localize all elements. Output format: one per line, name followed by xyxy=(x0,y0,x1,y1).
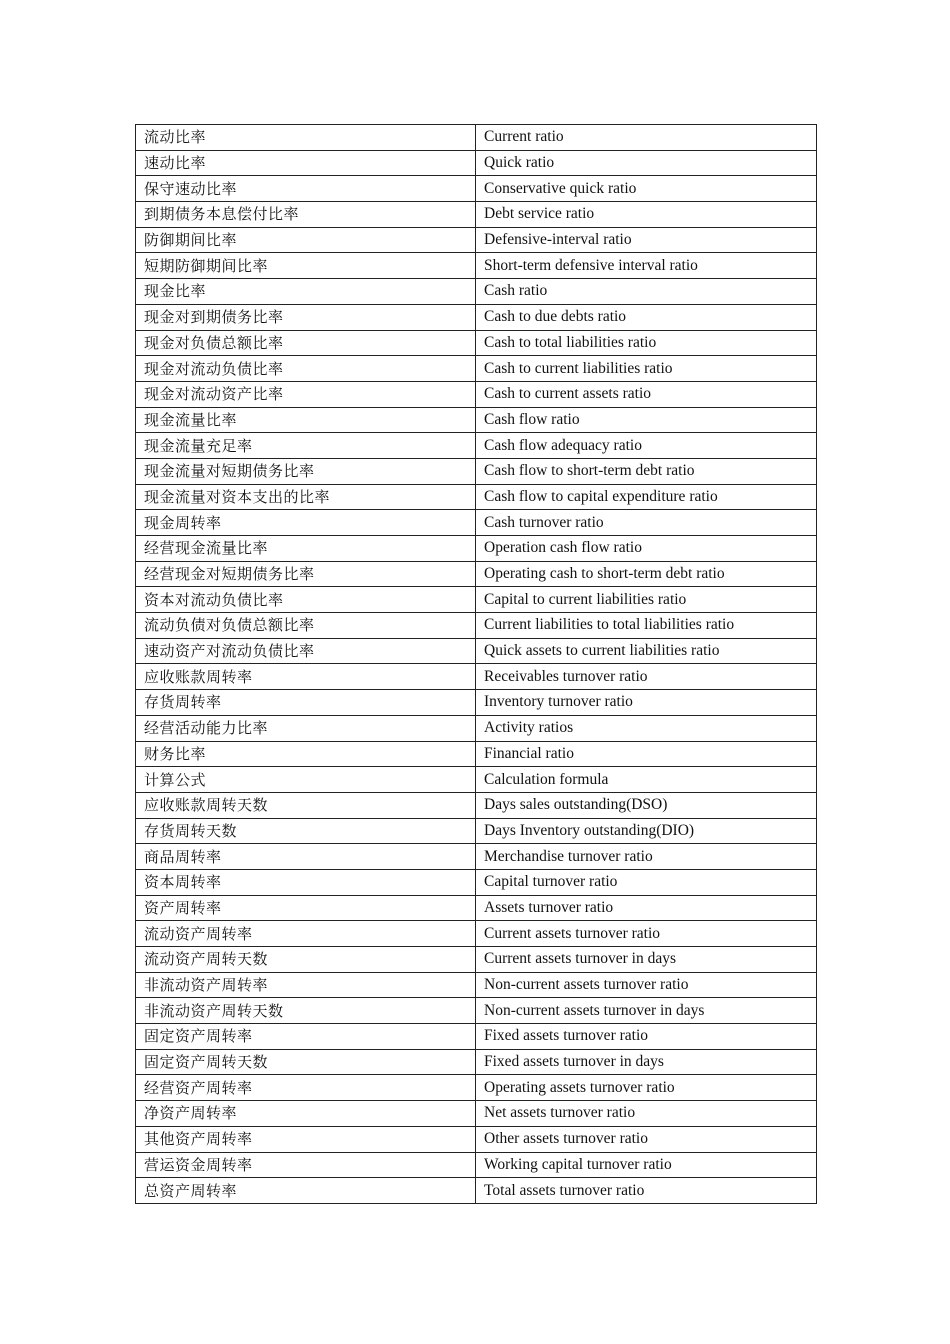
table-row xyxy=(136,330,817,356)
english-term-cell: Inventory turnover ratio xyxy=(476,690,817,716)
table-row xyxy=(136,998,817,1024)
english-term-cell: Working capital turnover ratio xyxy=(476,1152,817,1178)
table-row xyxy=(136,1152,817,1178)
table-row xyxy=(136,484,817,510)
chinese-term-cell: 应收账款周转天数 xyxy=(136,792,476,818)
english-term-cell: Financial ratio xyxy=(476,741,817,767)
english-term-cell: Quick ratio xyxy=(476,150,817,176)
chinese-term-cell: 速动比率 xyxy=(136,150,476,176)
table-row xyxy=(136,844,817,870)
english-term-cell: Cash flow to capital expenditure ratio xyxy=(476,484,817,510)
chinese-term-cell: 其他资产周转率 xyxy=(136,1126,476,1152)
table-row xyxy=(136,638,817,664)
table-row xyxy=(136,304,817,330)
chinese-term-cell: 现金流量对资本支出的比率 xyxy=(136,484,476,510)
table-row xyxy=(136,921,817,947)
chinese-term-cell: 计算公式 xyxy=(136,767,476,793)
english-term-cell: Cash to total liabilities ratio xyxy=(476,330,817,356)
chinese-term-cell: 流动负债对负债总额比率 xyxy=(136,613,476,639)
chinese-term-cell: 资本对流动负债比率 xyxy=(136,587,476,613)
chinese-term-cell: 现金比率 xyxy=(136,279,476,305)
english-term-cell: Current ratio xyxy=(476,125,817,151)
english-term-cell: Operation cash flow ratio xyxy=(476,536,817,562)
english-term-cell: Cash flow ratio xyxy=(476,407,817,433)
english-term-cell: Cash turnover ratio xyxy=(476,510,817,536)
english-term-cell: Merchandise turnover ratio xyxy=(476,844,817,870)
table-row xyxy=(136,1024,817,1050)
table-row xyxy=(136,356,817,382)
chinese-term-cell: 资本周转率 xyxy=(136,869,476,895)
chinese-term-cell: 流动比率 xyxy=(136,125,476,151)
table-row xyxy=(136,536,817,562)
chinese-term-cell: 营运资金周转率 xyxy=(136,1152,476,1178)
chinese-term-cell: 流动资产周转率 xyxy=(136,921,476,947)
chinese-term-cell: 现金对负债总额比率 xyxy=(136,330,476,356)
english-term-cell: Calculation formula xyxy=(476,767,817,793)
chinese-term-cell: 应收账款周转率 xyxy=(136,664,476,690)
table-row xyxy=(136,664,817,690)
table-row xyxy=(136,715,817,741)
chinese-term-cell: 固定资产周转天数 xyxy=(136,1049,476,1075)
chinese-term-cell: 现金对流动负债比率 xyxy=(136,356,476,382)
chinese-term-cell: 现金流量比率 xyxy=(136,407,476,433)
chinese-term-cell: 流动资产周转天数 xyxy=(136,947,476,973)
english-term-cell: Non-current assets turnover in days xyxy=(476,998,817,1024)
english-term-cell: Debt service ratio xyxy=(476,202,817,228)
table-row xyxy=(136,869,817,895)
chinese-term-cell: 现金对到期债务比率 xyxy=(136,304,476,330)
english-term-cell: Days Inventory outstanding(DIO) xyxy=(476,818,817,844)
english-term-cell: Non-current assets turnover ratio xyxy=(476,972,817,998)
table-row xyxy=(136,510,817,536)
english-term-cell: Short-term defensive interval ratio xyxy=(476,253,817,279)
english-term-cell: Assets turnover ratio xyxy=(476,895,817,921)
english-term-cell: Current assets turnover in days xyxy=(476,947,817,973)
english-term-cell: Conservative quick ratio xyxy=(476,176,817,202)
english-term-cell: Capital turnover ratio xyxy=(476,869,817,895)
table-row xyxy=(136,1075,817,1101)
glossary-table-body xyxy=(136,125,817,1204)
table-row xyxy=(136,1178,817,1204)
chinese-term-cell: 到期债务本息偿付比率 xyxy=(136,202,476,228)
table-row xyxy=(136,407,817,433)
english-term-cell: Receivables turnover ratio xyxy=(476,664,817,690)
chinese-term-cell: 非流动资产周转率 xyxy=(136,972,476,998)
english-term-cell: Fixed assets turnover ratio xyxy=(476,1024,817,1050)
glossary-table xyxy=(135,124,817,1204)
english-term-cell: Cash to due debts ratio xyxy=(476,304,817,330)
table-row xyxy=(136,1049,817,1075)
chinese-term-cell: 保守速动比率 xyxy=(136,176,476,202)
chinese-term-cell: 存货周转率 xyxy=(136,690,476,716)
table-row xyxy=(136,767,817,793)
table-row xyxy=(136,895,817,921)
english-term-cell: Current liabilities to total liabilities ratio xyxy=(476,613,817,639)
chinese-term-cell: 经营资产周转率 xyxy=(136,1075,476,1101)
english-term-cell: Activity ratios xyxy=(476,715,817,741)
chinese-term-cell: 防御期间比率 xyxy=(136,227,476,253)
english-term-cell: Cash flow to short-term debt ratio xyxy=(476,458,817,484)
table-row xyxy=(136,150,817,176)
chinese-term-cell: 资产周转率 xyxy=(136,895,476,921)
table-row xyxy=(136,690,817,716)
table-row xyxy=(136,227,817,253)
chinese-term-cell: 经营活动能力比率 xyxy=(136,715,476,741)
chinese-term-cell: 总资产周转率 xyxy=(136,1178,476,1204)
table-row xyxy=(136,458,817,484)
chinese-term-cell: 存货周转天数 xyxy=(136,818,476,844)
chinese-term-cell: 现金流量充足率 xyxy=(136,433,476,459)
english-term-cell: Cash flow adequacy ratio xyxy=(476,433,817,459)
english-term-cell: Operating cash to short-term debt ratio xyxy=(476,561,817,587)
english-term-cell: Cash to current liabilities ratio xyxy=(476,356,817,382)
chinese-term-cell: 现金流量对短期债务比率 xyxy=(136,458,476,484)
chinese-term-cell: 财务比率 xyxy=(136,741,476,767)
table-row xyxy=(136,279,817,305)
table-row xyxy=(136,176,817,202)
chinese-term-cell: 商品周转率 xyxy=(136,844,476,870)
chinese-term-cell: 非流动资产周转天数 xyxy=(136,998,476,1024)
chinese-term-cell: 经营现金流量比率 xyxy=(136,536,476,562)
chinese-term-cell: 现金周转率 xyxy=(136,510,476,536)
table-row xyxy=(136,381,817,407)
table-row xyxy=(136,433,817,459)
table-row xyxy=(136,947,817,973)
table-row xyxy=(136,561,817,587)
english-term-cell: Capital to current liabilities ratio xyxy=(476,587,817,613)
table-row xyxy=(136,613,817,639)
table-row xyxy=(136,253,817,279)
english-term-cell: Quick assets to current liabilities ratio xyxy=(476,638,817,664)
english-term-cell: Days sales outstanding(DSO) xyxy=(476,792,817,818)
chinese-term-cell: 现金对流动资产比率 xyxy=(136,381,476,407)
table-row xyxy=(136,202,817,228)
english-term-cell: Current assets turnover ratio xyxy=(476,921,817,947)
table-row xyxy=(136,1126,817,1152)
english-term-cell: Cash ratio xyxy=(476,279,817,305)
table-row xyxy=(136,792,817,818)
english-term-cell: Other assets turnover ratio xyxy=(476,1126,817,1152)
chinese-term-cell: 速动资产对流动负债比率 xyxy=(136,638,476,664)
chinese-term-cell: 经营现金对短期债务比率 xyxy=(136,561,476,587)
table-row xyxy=(136,125,817,151)
table-row xyxy=(136,587,817,613)
table-row xyxy=(136,741,817,767)
table-row xyxy=(136,972,817,998)
chinese-term-cell: 净资产周转率 xyxy=(136,1101,476,1127)
table-row xyxy=(136,1101,817,1127)
english-term-cell: Defensive-interval ratio xyxy=(476,227,817,253)
english-term-cell: Cash to current assets ratio xyxy=(476,381,817,407)
english-term-cell: Total assets turnover ratio xyxy=(476,1178,817,1204)
chinese-term-cell: 固定资产周转率 xyxy=(136,1024,476,1050)
table-row xyxy=(136,818,817,844)
english-term-cell: Fixed assets turnover in days xyxy=(476,1049,817,1075)
english-term-cell: Net assets turnover ratio xyxy=(476,1101,817,1127)
english-term-cell: Operating assets turnover ratio xyxy=(476,1075,817,1101)
chinese-term-cell: 短期防御期间比率 xyxy=(136,253,476,279)
